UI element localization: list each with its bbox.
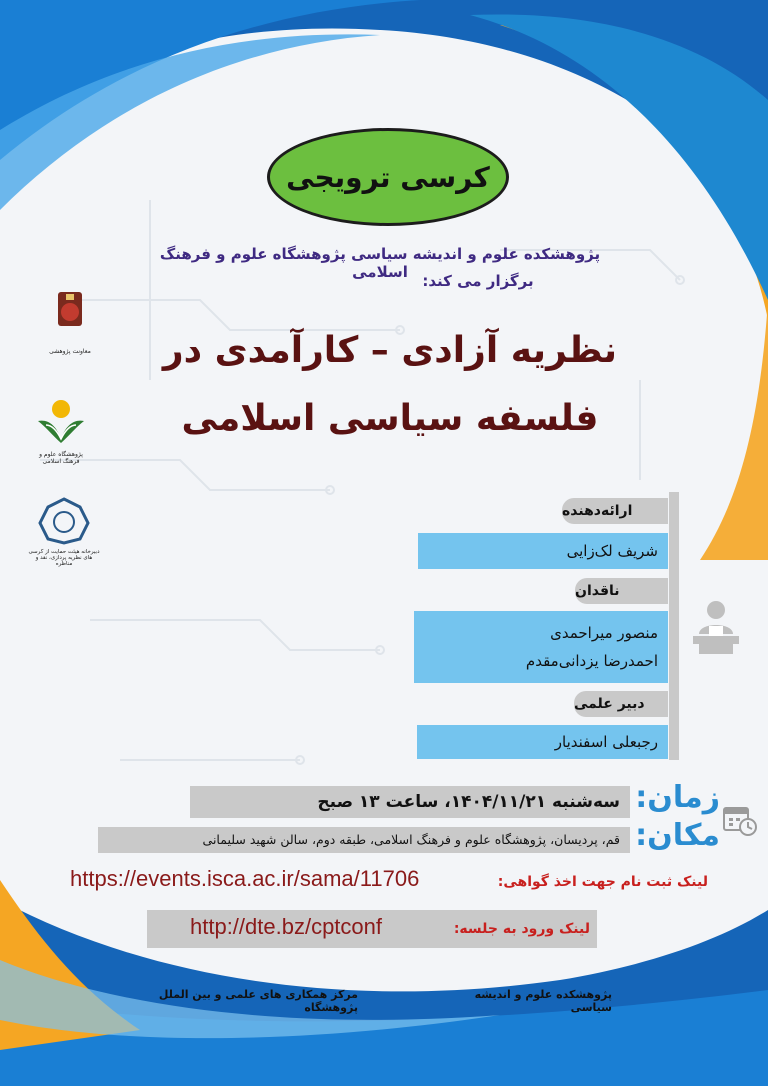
emblem-icon <box>40 288 100 344</box>
secretary-label: دبیر علمی <box>574 691 668 717</box>
logo-vice-research-text: معاونت پژوهشی <box>49 348 91 355</box>
critic-name-1: منصور میراحمدی <box>550 624 658 642</box>
critics-names <box>414 611 668 683</box>
presenter-label: ارائه‌دهنده <box>562 498 668 524</box>
session-link[interactable]: http://dte.bz/cptconf <box>190 914 383 939</box>
critic-name-2: احمدرضا یزدانی‌مقدم <box>525 652 658 670</box>
critics-label: ناقدان <box>575 578 668 604</box>
time-label: زمان: <box>635 780 720 815</box>
logo-isca <box>30 395 92 465</box>
logo-vice-research <box>40 288 100 364</box>
vertical-divider <box>669 492 679 760</box>
logo-secretariat-text: دبیرخانه هیئت حمایت از کرسی های نظریه پردازی، نقد و مناظره <box>28 549 100 567</box>
registration-link[interactable]: https://events.isca.ac.ir/sama/11706 <box>70 866 420 891</box>
presenter-name: شریف لک‌زایی <box>418 533 668 569</box>
event-title-line1: نظریه آزادی – کارآمدی در <box>162 330 618 371</box>
footer-left: مرکز همکاری های علمی و بین الملل پژوهشگاه <box>158 988 358 1014</box>
place-value: قم، پردیسان، پژوهشگاه علوم و فرهنگ اسلامی، طبقه دوم، سالن شهید سلیمانی <box>98 827 630 853</box>
badge-title: کرسی ترویجی <box>267 128 509 226</box>
podium-icon <box>685 598 747 656</box>
registration-label: لینک ثبت نام جهت اخذ گواهی: <box>497 874 708 890</box>
time-value: سه‌شنبه ۱۴۰۴/۱۱/۲۱، ساعت ۱۳ صبح <box>190 786 630 818</box>
event-title-line2: فلسفه سیاسی اسلامی <box>181 398 599 439</box>
session-label: لینک ورود به جلسه: <box>453 921 590 937</box>
footer-right: پژوهشکده علوم و اندیشه سیاسی <box>474 988 612 1014</box>
logo-secretariat <box>28 495 100 577</box>
isca-logo-icon <box>30 395 92 447</box>
secretary-name: رجبعلی اسفندیار <box>417 725 668 759</box>
secretariat-seal-icon <box>28 495 100 545</box>
calendar-clock-icon <box>722 803 758 837</box>
organizer-line2: برگزار می کند: <box>422 272 534 290</box>
place-label: مکان: <box>635 818 720 853</box>
logo-isca-text: پژوهشگاه علوم و فرهنگ اسلامی <box>39 451 83 465</box>
organizer-line1: پژوهشکده علوم و اندیشه سیاسی پژوهشگاه علوم و فرهنگ اسلامی <box>159 245 601 281</box>
